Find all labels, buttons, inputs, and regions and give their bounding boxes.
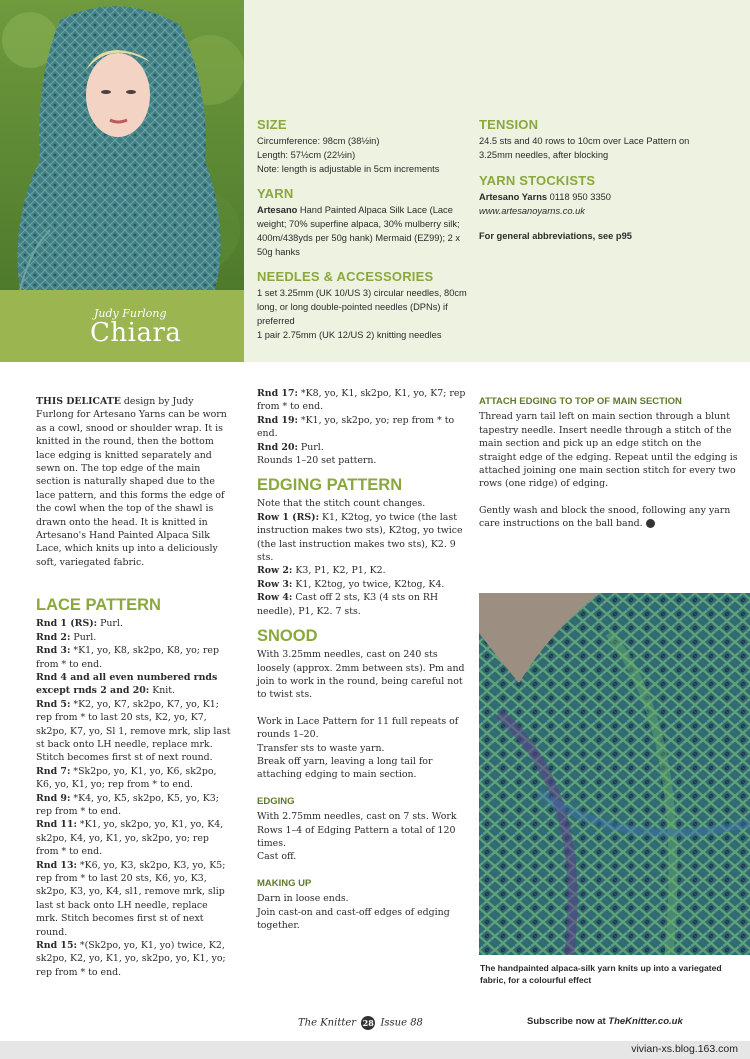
page-number: 28 bbox=[362, 1018, 374, 1028]
lace-row bbox=[36, 698, 232, 765]
row-label: Rnd 19: bbox=[257, 414, 298, 426]
row-label: Rnd 20: bbox=[257, 441, 298, 453]
lace-row bbox=[36, 631, 232, 644]
row-label: Row 4: bbox=[257, 592, 293, 604]
page-footer bbox=[0, 1014, 750, 1034]
model-photo bbox=[0, 0, 244, 290]
subscribe-text: Subscribe now at bbox=[527, 1016, 609, 1027]
row-text: *K2, yo, K7, sk2po, K7, yo, K1; rep from * to last 20 sts, K2, yo, K7, sk2po, K7, yo, Sl 1, remove mrk, slip last st back onto LH needle, replace mrk. Stitch becomes first st of next round. bbox=[36, 698, 231, 764]
row-label: Row 1 (RS): bbox=[257, 511, 320, 523]
row-text: *K1, yo, sk2po, yo; rep from * to end. bbox=[257, 414, 455, 440]
stockist-phone: 0118 950 3350 bbox=[547, 192, 611, 202]
row-label: Row 2: bbox=[257, 565, 293, 577]
watermark-text: vivian-xs.blog.163.com bbox=[631, 1043, 738, 1055]
edging-row bbox=[257, 578, 467, 591]
watermark-strip bbox=[0, 1041, 750, 1059]
row-label: Row 3: bbox=[257, 578, 293, 590]
size-heading: SIZE bbox=[257, 117, 287, 132]
making-up-line: Join cast-on and cast-off edges of edging together. bbox=[257, 906, 450, 931]
row-label: Rnd 7: bbox=[36, 765, 71, 777]
intro-lead: THIS DELICATE bbox=[36, 396, 121, 407]
row-text: *K4, yo, K5, sk2po, K5, yo, K3; rep from * to end. bbox=[36, 792, 219, 817]
row-label: Rnd 1 (RS): bbox=[36, 618, 98, 630]
tension-heading: TENSION bbox=[479, 117, 539, 132]
edging-row bbox=[257, 511, 467, 565]
row-text: K3, P1, K2, P1, K2. bbox=[292, 565, 386, 577]
column-middle bbox=[257, 387, 467, 932]
row-text: Purl. bbox=[70, 631, 97, 643]
intro-paragraph bbox=[36, 395, 232, 569]
row-text: Rounds 1–20 set pattern. bbox=[257, 455, 377, 467]
lace-row bbox=[36, 818, 232, 858]
row-label: Rnd 9: bbox=[36, 792, 71, 804]
edging-pattern-heading: EDGING PATTERN bbox=[257, 476, 403, 495]
row-label: Rnd 2: bbox=[36, 631, 71, 643]
edging-note: Note that the stitch count changes. bbox=[257, 498, 426, 510]
edging-instructions: With 2.75mm needles, cast on 7 sts. Work Rows 1–4 of Edging Pattern a total of 120 times. bbox=[257, 811, 457, 849]
yarn-text bbox=[257, 203, 467, 259]
row-text: *K8, yo, K1, sk2po, K1, yo, K7; rep from * to end. bbox=[257, 388, 466, 413]
row-text: *K1, yo, sk2po, yo, K1, yo, K4, sk2po, K4, yo, K1, yo, sk2po, yo; rep from * to end. bbox=[36, 819, 224, 858]
row-text: K1, K2tog, yo twice, K2tog, K4. bbox=[292, 578, 445, 590]
row-text: *K1, yo, K8, sk2po, K8, yo; rep from * to end. bbox=[36, 645, 219, 670]
row-text: *Sk2po, yo, K1, yo, K6, sk2po, K6, yo, K1, yo; rep from * to end. bbox=[36, 765, 217, 791]
needles-line: 1 set 3.25mm (UK 10/US 3) circular needles, 80cm long, or long double-pointed needles (DPNs) if preferred bbox=[257, 288, 467, 326]
size-line: Length: 57½cm (22½in) bbox=[257, 150, 356, 160]
lace-row bbox=[36, 644, 232, 671]
photo-caption: The handpainted alpaca-silk yarn knits up into a variegated fabric, for a colourful effect bbox=[480, 963, 722, 985]
lace-row bbox=[36, 792, 232, 819]
row-label: Rnd 17: bbox=[257, 388, 298, 399]
subscribe-link[interactable]: TheKnitter.co.uk bbox=[608, 1016, 683, 1027]
lace-row bbox=[257, 454, 467, 467]
row-text: Purl. bbox=[297, 441, 324, 453]
row-text: *K6, yo, K3, sk2po, K3, yo, K5; rep from * to last 20 sts, K6, yo, K3, sk2po, K3, yo, K4, sl1, remove mrk, slip last st back onto LH needle, replace mrk. Stitch becomes first st of next round. bbox=[36, 859, 226, 938]
lace-row bbox=[257, 414, 467, 441]
column-left bbox=[36, 395, 232, 979]
header-info-right bbox=[479, 118, 704, 243]
row-label: Rnd 13: bbox=[36, 859, 77, 871]
row-text: K1, K2tog, yo twice (the last instruction makes two sts), K2tog, yo twice (the last instruction makes two sts), K2. 9 sts. bbox=[257, 511, 463, 564]
lace-row bbox=[36, 617, 232, 630]
finishing-copy: Gently wash and block the snood, following any yarn care instructions on the ball band. bbox=[479, 504, 731, 530]
fabric-photo bbox=[479, 593, 750, 955]
making-up-subheading: MAKING UP bbox=[257, 877, 312, 889]
row-label: Rnd 5: bbox=[36, 698, 71, 710]
snood-heading: SNOOD bbox=[257, 627, 318, 646]
edging-row bbox=[257, 591, 467, 618]
stockist-line bbox=[479, 190, 704, 204]
edging-row bbox=[257, 564, 467, 577]
needles-heading: NEEDLES & ACCESSORIES bbox=[257, 269, 434, 284]
row-label: Rnd 3: bbox=[36, 645, 71, 657]
column-right bbox=[479, 395, 739, 531]
tension-text: 24.5 sts and 40 rows to 10cm over Lace Pattern on 3.25mm needles, after blocking bbox=[479, 136, 690, 160]
needles-line: 1 pair 2.75mm (UK 12/US 2) knitting needles bbox=[257, 330, 442, 340]
intro-text: design by Judy Furlong for Artesano Yarns can be worn as a cowl, snood or shoulder wrap. It is knitted in the round, then the bottom lace edging is knitted separately and sewn on. The top edge of the main section is naturally shaped due to the lace pattern, and this forms the edge of the cowl when the top of the shawl is drawn onto the head. It is knitted in Artesano's Hand Painted Alpaca Silk Lace, which knits up into a deliciously soft, variegated fabric. bbox=[36, 396, 227, 568]
edging-cast-off: Cast off. bbox=[257, 851, 297, 863]
stockist-url[interactable]: www.artesanoyarns.co.uk bbox=[479, 206, 585, 216]
snood-paragraph: Break off yarn, leaving a long tail for attaching edging to main section. bbox=[257, 755, 433, 781]
size-line: Note: length is adjustable in 5cm increments bbox=[257, 164, 440, 174]
row-label: Rnd 4 and all even numbered rnds except rnds 2 and 20: bbox=[36, 671, 218, 697]
row-text: Knit. bbox=[149, 685, 176, 697]
issue-number: Issue 88 bbox=[380, 1017, 423, 1029]
footer-magazine bbox=[298, 1016, 423, 1030]
yarn-heading: YARN bbox=[257, 186, 294, 201]
row-text: Purl. bbox=[97, 618, 123, 630]
snood-paragraph: Transfer sts to waste yarn. bbox=[257, 742, 385, 754]
attach-edging-text: Thread yarn tail left on main section through a blunt tapestry needle. Insert needle through a stitch of the main section and pick up an edge stitch on the straight edge of the edging. Repeat until the edging is attached joining one main section stitch for every two rows (one ridge) of edging. bbox=[479, 411, 738, 490]
making-up-line: Darn in loose ends. bbox=[257, 893, 349, 905]
yarn-brand: Artesano bbox=[257, 205, 298, 215]
header-info-left bbox=[257, 118, 467, 342]
row-label: Rnd 11: bbox=[36, 819, 77, 831]
footer-subscribe bbox=[527, 1016, 683, 1027]
lace-row bbox=[36, 939, 232, 979]
row-label: Rnd 15: bbox=[36, 940, 77, 952]
magazine-name: The Knitter bbox=[298, 1017, 357, 1029]
lace-pattern-heading: LACE PATTERN bbox=[36, 596, 161, 615]
attach-edging-heading: ATTACH EDGING TO TOP OF MAIN SECTION bbox=[479, 396, 682, 407]
size-line: Circumference: 98cm (38½in) bbox=[257, 136, 380, 146]
stockist-name: Artesano Yarns bbox=[479, 192, 548, 202]
yarn-details: Hand Painted Alpaca Silk Lace (Lace weight; 70% superfine alpaca, 30% mulberry silk; 400m/438yds per 50g hank) Mermaid (EZ99); 2 x 50g hanks bbox=[257, 205, 461, 257]
designer-name: Judy Furlong bbox=[94, 307, 167, 320]
lace-row bbox=[36, 765, 232, 792]
snood-paragraph: Work in Lace Pattern for 11 full repeats of rounds 1–20. bbox=[257, 715, 459, 741]
edging-subheading: EDGING bbox=[257, 795, 295, 807]
finishing-text bbox=[479, 504, 739, 531]
abbreviations-note: For general abbreviations, see p95 bbox=[479, 231, 632, 241]
stockists-heading: YARN STOCKISTS bbox=[479, 173, 596, 188]
lace-row bbox=[257, 441, 467, 454]
row-text: Cast off 2 sts, K3 (4 sts on RH needle), P1, K2. 7 sts. bbox=[257, 592, 439, 617]
lace-row bbox=[257, 387, 467, 414]
snood-paragraph: With 3.25mm needles, cast on 240 sts loosely (approx. 2mm between sts). Pm and join to work in the round, being careful not to twist sts. bbox=[257, 649, 465, 701]
lace-row bbox=[36, 671, 232, 698]
row-text: *(Sk2po, yo, K1, yo) twice, K2, sk2po, K2, yo, K1, yo, sk2po, yo, K1, yo; rep from * to end. bbox=[36, 940, 226, 978]
lace-row bbox=[36, 859, 232, 939]
end-mark-icon bbox=[646, 519, 655, 528]
pattern-title: Chiara bbox=[90, 318, 182, 348]
